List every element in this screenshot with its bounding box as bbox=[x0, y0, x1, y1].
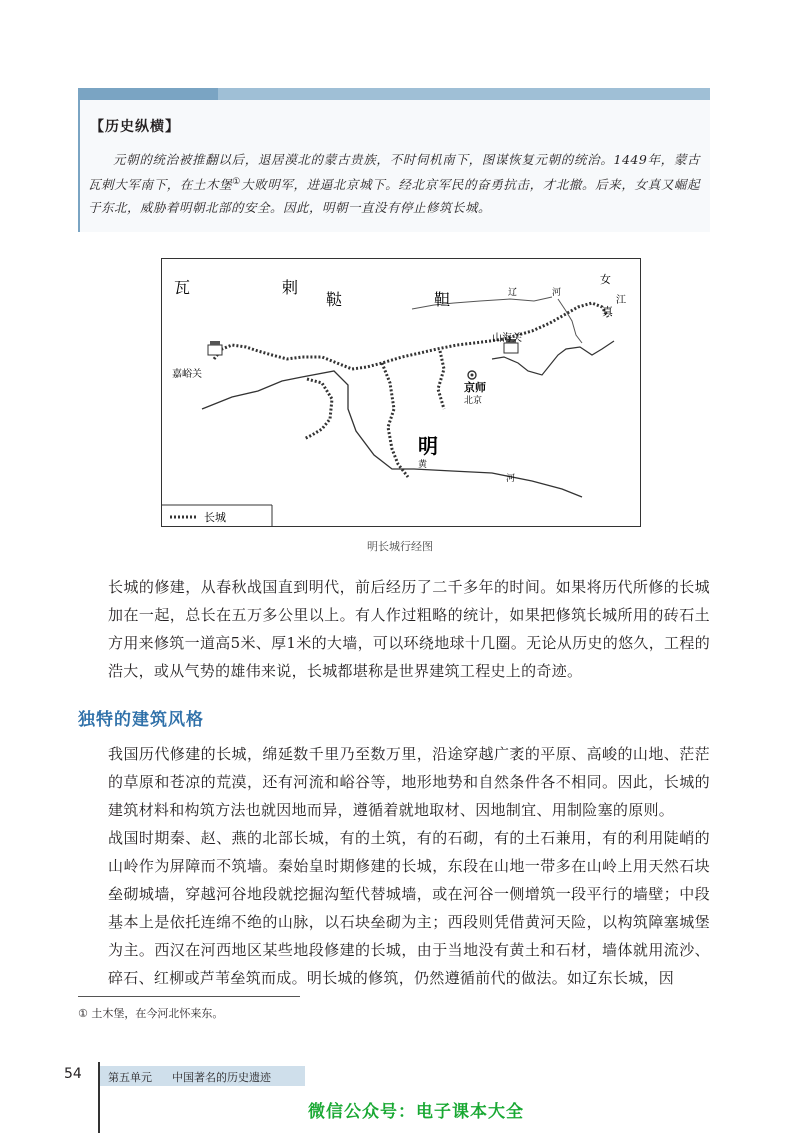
map-label-da: 鞑 bbox=[326, 290, 343, 309]
map-label-dan: 靼 bbox=[434, 290, 451, 309]
legend-label: 长城 bbox=[204, 511, 226, 524]
unit-title: 中国著名的历史遗迹 bbox=[172, 1071, 271, 1084]
intro-text: 长城的修建，从春秋战国直到明代，前后经历了二千多年的时间。如果将历代所修的长城加在一起，总长在五万多公里以上。有人作过粗略的统计，如果把修筑长城所用的砖石土方用来修筑一道高5米、厚1米的大墙，可以环绕地球十几圈。无论从历史的悠久，工程的浩大，或从气势的雄伟来说，长城都堪称是世界建筑工程史上的奇迹。 bbox=[108, 578, 710, 680]
great-wall-line bbox=[214, 303, 608, 369]
box-title: 【历史纵横】 bbox=[90, 119, 180, 135]
map-label-wa: 瓦 bbox=[174, 278, 191, 297]
section-title: 独特的建筑风格 bbox=[78, 710, 204, 730]
great-wall-branch bbox=[438, 351, 444, 409]
footnote: ① 土木堡，在今河北怀来东。 bbox=[78, 1007, 224, 1020]
map-label-river-he-upper: 河 bbox=[552, 288, 562, 298]
jiayuguan-tower-roof-icon bbox=[210, 341, 220, 345]
great-wall-inner bbox=[304, 379, 332, 439]
section-text-2: 战国时期秦、赵、燕的北部长城，有的土筑，有的石砌，有的土石兼用，有的利用陡峭的山岭作为屏障而不筑墙。秦始皇时期修建的长城，东段在山地一带多在山岭上用天然石块垒砌城墙，穿越河谷地段就挖掘沟堑代替城墙，或在河谷一侧增筑一段平行的墙壁；中段基本上是依托连绵不绝的山脉，以石块垒砌为主；西段则凭借黄河天险，以构筑障塞城堡为主。西汉在河西地区某些地段修建的长城，由于当地没有黄土和石材，墙体就用流沙、碎石、红柳或芦苇垒筑而成。明长城的修筑，仍然遵循前代的做法。如辽东长城，因 bbox=[108, 829, 710, 987]
capital-marker-dot bbox=[471, 374, 474, 377]
river-upper bbox=[412, 297, 552, 309]
map-label-shanhaiguan: 山海关 bbox=[492, 333, 522, 344]
watermark-text: 微信公众号：电子课本大全 bbox=[308, 1102, 524, 1122]
section-paragraph-1 bbox=[78, 740, 710, 824]
map-figure bbox=[162, 259, 640, 526]
map-label-la: 剌 bbox=[282, 278, 299, 297]
map-label-river-huang: 黄 bbox=[418, 460, 428, 470]
page-number: 54 bbox=[64, 1066, 82, 1082]
map-label-jingshi: 京师 bbox=[464, 381, 486, 394]
map-label-jiayuguan: 嘉峪关 bbox=[172, 369, 202, 380]
shanhaiguan-tower-icon bbox=[504, 343, 518, 353]
footnote-marker[interactable]: ① bbox=[232, 177, 241, 187]
box-text-part-1: 元朝的统治被推翻以后，退居漠北的蒙古贵族，不时伺机南下，图谋恢复元朝的统治。1449年，蒙古瓦剌大军南下，在土木堡 bbox=[88, 152, 700, 193]
jiayuguan-tower-icon bbox=[208, 345, 222, 355]
map-label-zhen: 真 bbox=[602, 305, 613, 318]
great-wall-south bbox=[382, 363, 408, 477]
section-paragraph-2 bbox=[78, 824, 710, 992]
map-label-nv: 女 bbox=[600, 273, 611, 286]
great-wall-map bbox=[161, 258, 641, 527]
map-caption: 明长城行经图 bbox=[367, 540, 433, 553]
box-text bbox=[88, 148, 700, 219]
map-label-river-he: 河 bbox=[506, 474, 516, 484]
unit-label: 第五单元 bbox=[108, 1071, 152, 1084]
box-left-rule bbox=[78, 100, 80, 232]
map-label-beijing: 北京 bbox=[464, 396, 483, 406]
box-text-part-2: 大败明军，进逼北京城下。经北京军民的奋勇抗击，才北撤。后来，女真又崛起于东北，威胁着明朝北部的安全。因此，明朝一直没有停止修筑长城。 bbox=[88, 177, 700, 216]
box-header-accent bbox=[78, 88, 218, 100]
map-label-ming: 明 bbox=[418, 434, 438, 458]
map-label-jiang: 江 bbox=[616, 295, 626, 306]
footnote-rule bbox=[78, 996, 300, 997]
map-label-liao: 辽 bbox=[508, 288, 518, 298]
intro-paragraph bbox=[78, 573, 710, 685]
section-text-1: 我国历代修建的长城，绵延数千里乃至数万里，沿途穿越广袤的平原、高峻的山地、茫茫的草原和苍凉的荒漠，还有河流和峪谷等，地形地势和自然条件各不相同。因此，长城的建筑材料和构筑方法也就因地而异，遵循着就地取材、因地制宜、用制险塞的原则。 bbox=[108, 745, 710, 819]
